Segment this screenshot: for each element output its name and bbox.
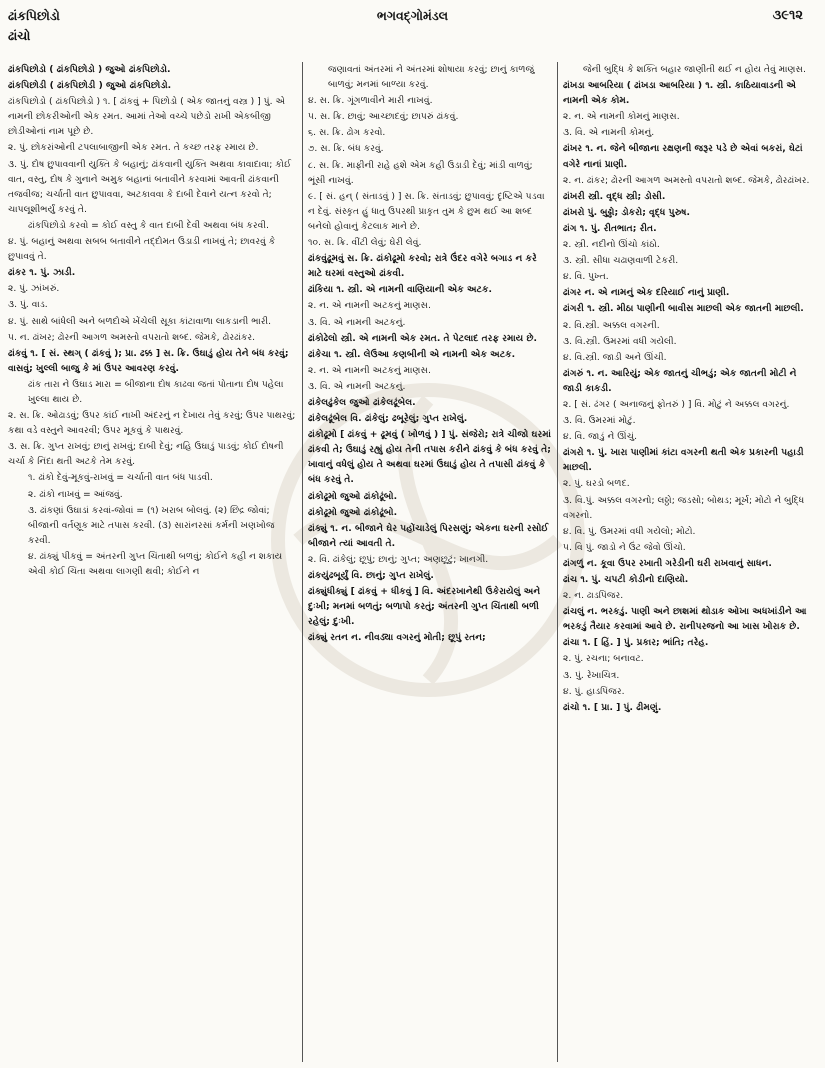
- page-header: [0, 0, 825, 60]
- dictionary-entry: ૨. ન. એ નામની કોમનું માણસ.: [563, 111, 680, 123]
- dictionary-entry: ઢાંકેલઢુંકેલ જુઓ ઢાંકેલઢૂંબેલ.: [308, 396, 416, 408]
- dictionary-entry: ૩. વિ. એ નામની કોમનું.: [563, 127, 655, 139]
- dictionary-entry: ઢાંક્યું રતન ન. નીવડ્યા વગરનું મોતી; છૂપું રતન;: [308, 632, 486, 644]
- dictionary-entry: ૭. સ. ક્રિ. બંધ કરવું.: [308, 143, 384, 155]
- dictionary-entry: ૩. ઢાંકણાં ઉઘાડાં કરવાં-જોવાં = (૧) ખરાબ બોલવું. (૨) છિદ્ર જોવાં; બીજાની વર્તણૂક માટે તપાસ કરવી. (૩) સારાંનરસાં કર્મની ખણખોજ કરવી.: [28, 504, 275, 546]
- dictionary-entry: ઢાંકવુંઢૂમવું સ. ક્રિ. ઢાંકોઢૂમો કરવો; રાત્રે ઉંદર વગેરે બગાડ ન કરે માટે ઘરમાં વસ્તુઓ ઢાંકવી.: [308, 253, 537, 280]
- column-rule-2: [557, 62, 558, 1062]
- dictionary-entry: ૩. સ્ત્રી. સીધા ચઢાણવાળી ટેકરી.: [563, 255, 679, 267]
- dictionary-entry: ૨. વિ. ઢાંકેલું; છૂપું; છાનું; ગુપ્ત; અણછૂટું; ખાનગી.: [308, 553, 489, 565]
- dictionary-entry: ઢાંકોઢૂમો જુઓ ઢાંકોઢૂંબો.: [308, 506, 398, 518]
- dictionary-entry: ૨. [ સં. ઢંગર ( અનાજનું ફોતરું ) ] વિ. મોટું ને અક્કલ વગરનું.: [563, 398, 790, 410]
- dictionary-entry: ૩. સ. ક્રિ. ગુપ્ત રાખવું; છાનું રાખવું; દાબી દેવું; નહિ ઉઘાડું પાડવું; કોઈ દોષની ચર્ચા કે નિંદા થતી અટકે તેમ કરવું.: [8, 441, 284, 468]
- dictionary-entry: ૩. વિ. એ નામની અટકનું.: [308, 380, 406, 392]
- dictionary-entry: ૪. વિ. પુખ્ત.: [563, 271, 609, 283]
- dictionary-entry: ઢાંકોઢેલો સ્ત્રી. એ નામની એક રમત. તે પેટલાદ તરફ રમાય છે.: [308, 332, 538, 344]
- dictionary-entry: ૫. ન. ઢાંખર; ઢોરની આગળ અમસ્તો વપરાતો શબ્દ. જેમકે, ઢોરઢાંકર.: [8, 331, 256, 343]
- dictionary-entry: ૨. સ્ત્રી. નદીનો ઊંચો કાંઠો.: [563, 239, 660, 251]
- dictionary-entry: ઢાંકોઢૂમો [ ઢાંકવું + ઢૂમવું ( ખોળવું ) ] પું. સંજેરો; રાત્રે ચીજો ઘરમાં ઢાંકવી તે; ઉઘાડું રહ્યું હોય તેની તપાસ કરીને ઢાંકવું કે બંધ કરવું તે; ખાવાનું વધેલું હોય તે અથવા ઘરમાં ઉઘાડું હોય તે તપાસી ઢાંકવું કે બંધ કરવું તે.: [308, 429, 551, 486]
- dictionary-entry: ૨. વિ.સ્ત્રી. અક્કલ વગરની.: [563, 319, 660, 331]
- dictionary-entry: ૩. વિ.સ્ત્રી. ઉમરમાં વધી ગયેલી.: [563, 335, 677, 347]
- dictionary-entry: ઢાંગરું ૧. ન. આરિયું; એક જાતનું ચીભડું; એક જાતની મોટી ને જાડી કાકડી.: [563, 367, 797, 394]
- dictionary-entry: ઢાંકપિછોડો ( ઢાંકપિછોડો ) જુઓ ઢાંકપિછોડો.: [8, 64, 171, 75]
- dictionary-entry: ૪. પું. હાડપિંજર.: [563, 685, 625, 697]
- guide-words: [8, 6, 248, 46]
- dictionary-entry: ૪. વિ.સ્ત્રી. જાડી અને ઊંચી.: [563, 351, 667, 363]
- dictionary-entry: ૩. વિ. એ નામની અટકનું.: [308, 316, 406, 328]
- dictionary-entry: ૨. ઢાંકો નાખવું = આંજવું.: [28, 488, 123, 500]
- dictionary-entry: ઢાંક્યું ૧. ન. બીજાને ઘેર પહોંચાડેલું પિરસણું; એકના ઘરની રસોઈ બીજાને ત્યાં આવતી તે.: [308, 522, 549, 549]
- dictionary-entry: ૧૦. સ. ક્રિ. વીંટી લેવું; ઘેરી લેવું.: [308, 237, 422, 249]
- dictionary-entry: ઢાંકપિછોડો ( ઢાંકપિછોડો ) ૧. [ ઢાંકવું + પિછોડો ( એક જાતનું વસ્ત્ર ) ] પું. એ નામની છોકરીઓની એક રમત. આમાં તેઓ વચ્ચે પછેડો રાખી એકબીજી છોડીઓનાં નામ પૂછે છે.: [8, 96, 286, 138]
- dictionary-entry: ઢાંક્યુંધીક્યું [ ઢાંકવું + ધીકવું ] વિ. અંદરખાનેથી ઉકેરાયેલું અને દુઃખી; મનમાં બળતું; બળાપો કરતું; અંતરની ગુપ્ત ચિંતાથી બળી રહેલું; દુઃખી.: [308, 586, 541, 628]
- dictionary-entry: ઢાંખરી સ્ત્રી. વૃદ્ધ સ્ત્રી; ડોસી.: [563, 190, 666, 202]
- dictionary-entry: ૩. વિ. ઉમરમાં મોટું.: [563, 415, 636, 427]
- dictionary-entry: ઢાંકર ૧. પું. ઝાડી.: [8, 267, 76, 279]
- guide-word-first: ઢાંકપિછોડો: [8, 8, 60, 23]
- dictionary-entry: ઢાંગરો ૧. પું. ખારા પાણીમાં કાંટા વગરની થતી એક પ્રકારની પહાડી માછલી.: [563, 447, 804, 474]
- dictionary-entry: ૪. વિ. જાડું ને ઊંચું.: [563, 431, 638, 443]
- dictionary-entry: ૩. પું. વાડ.: [8, 299, 48, 311]
- dictionary-entry: ૫. વિ પું. જાડો ને ઉંટ જેવો ઊંચો.: [563, 541, 686, 553]
- dictionary-entry: ઢાંખડા આબરિયા ( ઢાંખડા આબરિયા ) ૧. સ્ત્રી. કાઠિયાવાડની એ નામની એક કોમ.: [563, 80, 797, 107]
- running-title: ભગવદ્ગોમંડલ: [376, 8, 449, 23]
- dictionary-entry: ૪. વિ. પું. ઉમરમાં વધી ગયેલો; મોટો.: [563, 525, 696, 537]
- dictionary-entry: ૫. સ. ક્રિ. છાવું; આચ્છાદવું; છાપરું ઢાંકવું.: [308, 111, 459, 123]
- column-2: [308, 62, 552, 646]
- dictionary-entry: ૨. ન. ઢાડપિંજર.: [563, 590, 624, 602]
- dictionary-entry: જણાવતાં અંતરમાં ને અંતરમાં શોષાયા કરવું; છાનું કાળજું બાળવું; મનમાં બાળ્યા કરવું.: [328, 64, 535, 91]
- dictionary-entry: ઢાંગ ૧. પું. રીતભાત; રીત.: [563, 222, 657, 234]
- dictionary-entry: ઢાંક તારા ને ઉઘાડ મારા = બીજાના દોષ કાઢવા જતાં પોતાના દોષ પહેલા ખુલ્લા થાય છે.: [28, 378, 284, 405]
- dictionary-entry: ૨. પું. છોકરાંઓની ટપલાબાજીની એક રમત. તે કચ્છ તરફ રમાય છે.: [8, 142, 259, 154]
- dictionary-entry: ઢાંકવું ૧. [ સં. સ્થગ્ ( ઢાંકવું ); પ્રા. ઢક્ક ] સ. ક્રિ. ઉઘાડું હોય તેને બંધ કરવું; વાસવું; ખુલ્લી બાજુ કે માં ઉપર આવરણ કરવું.: [8, 347, 289, 374]
- dictionary-entry: ૨. ન. એ નામની અટકનું માણસ.: [308, 300, 431, 312]
- dictionary-entry: ૨. ન. ઢાંકર; ઢોરની આગળ અમસ્તો વપરાતો શબ્દ. જેમકે, ઢોરઢાંખર.: [563, 174, 810, 186]
- dictionary-entry: ૪. સ. ક્રિ. ગૂંગળાવીને મારી નાખવું.: [308, 95, 433, 107]
- dictionary-entry: ઢાંકેલઢૂંબેલ વિ. ઢાંકેલું; ઢબૂરેલું; ગુપ્ત રાખેલું.: [308, 413, 468, 425]
- dictionary-entry: ઢાંખરો પું. બુઢ્ઢો; ડોકરો; વૃદ્ધ પુરુષ.: [563, 206, 690, 218]
- column-3: [563, 62, 811, 716]
- dictionary-entry: ૪. પું. બહાનું અથવા સબબ બતાવીને તદ્દોમત ઉડાડી નાખવું તે; છાવરવું કે છુપાવવું તે.: [8, 236, 276, 263]
- dictionary-entry: ૨. પું. ઝાંખરું.: [8, 283, 60, 295]
- dictionary-entry: જેની બુદ્ધિ કે શક્તિ બહાર જાણીતી થઈ ન હોય તેવું માણસ.: [583, 64, 806, 75]
- dictionary-entry: ૧. ઢાંકો દેવું-મૂકવું-રાખવું = ચર્ચાતી વાત બંધ પાડવી.: [28, 472, 213, 484]
- dictionary-entry: ૩. પું. રેખાચિત્ર.: [563, 669, 620, 681]
- dictionary-entry: ઢાંકપિછોડી ( ઢાંકપિછોડી ) જુઓ ઢાંકપિછોડો.: [8, 80, 172, 92]
- dictionary-entry: ૬. સ. ક્રિ. ઢોગ કરવો.: [308, 127, 386, 139]
- dictionary-entry: ૨. પું. ઘરડો બળદ.: [563, 478, 630, 490]
- dictionary-entry: ૨. ન. એ નામની અટકનું માણસ.: [308, 364, 431, 376]
- dictionary-entry: ઢાંચ ૧. પું. ચપટી કોડીનો દાણિયો.: [563, 574, 689, 585]
- dictionary-entry: ઢાંચો ૧. [ પ્રા. ] પું. ઢીમણું.: [563, 701, 662, 713]
- dictionary-entry: ઢાંકિયા ૧. સ્ત્રી. એ નામની વાણિયાની એક અટક.: [308, 284, 492, 296]
- dictionary-entry: ૨. પું. રચના; બનાવટ.: [563, 653, 644, 665]
- dictionary-entry: ૨. સ. ક્રિ. ઓઢાડવું; ઉપર કાંઈ નાખી અંદરનું ન દેખાય તેવું કરવું; ઉપર પાથરવું; કથા વડે વસ્તુને આવરવી; ઉપર મૂકવું કે પાથરવું.: [8, 410, 296, 437]
- dictionary-entry: ઢાંકેચા ૧. સ્ત્રી. લેઉઆ કણબીની એ નામની એક અટક.: [308, 348, 516, 360]
- dictionary-entry: ઢાંકયુંઢબૂર્યું વિ. છાનું; ગુપ્ત રાખેલું.: [308, 570, 434, 581]
- guide-word-last: ઢાંચો: [8, 28, 31, 43]
- dictionary-entry: ઢાંકપિછોડો કરવો = કોઈ વસ્તુ કે વાત દાબી દેવી અથવા બંધ કરવી.: [28, 219, 269, 231]
- dictionary-entry: ૪. પું. સાથે બાંધેલી અને બળદોએ ખેંચેલી સૂકા કાંટાવાળા લાકડાની ભારી.: [8, 315, 272, 327]
- dictionary-entry: ૩. પું. દોષ છુપાવવાની યુક્તિ કે બહાનું; ઢાંકવાની યુક્તિ અથવા કાવાદાવા; કોઈ વાત, વસ્તુ, દોષ કે ગુનાને અમુક બહાનાં બતાવીને કરવામાં આવતી ઢાંકવાની તજવીજ; ચર્ચાતી વાત છુપાવવા, અટકાવવા કે દાબી દેવાને યત્ન કરવો તે; ચાપલૂશીભર્યું કરવું તે.: [8, 158, 292, 215]
- dictionary-entry: ઢાંગરી ૧. સ્ત્રી. મીઠા પાણીની બાવીસ માછલી એક જાતની માછલી.: [563, 303, 804, 315]
- dictionary-entry: ઢાંગર ન. એ નામનું એક દરિયાઈ નાનું પ્રાણી.: [563, 287, 730, 299]
- dictionary-entry: ૩. વિ.પું. અક્કલ વગરનો; લઠ્ઠો; જડસો; બોથડ; મૂર્ખ; મોટો ને બુદ્ધિ વગરનો.: [563, 494, 805, 521]
- dictionary-entry: ૪. ઢાંક્યું પીકવું = અંતરની ગુપ્ત ચિંતાથી બળવું; કોઈને કહી ન શકાય એવી કોઈ ચિંતા અથવા લાગણી થવી; કોઈને ન: [28, 550, 283, 577]
- dictionary-entry: ઢાંકોઢૂમો જુઓ ઢાંકોઢૂંબો.: [308, 490, 398, 502]
- dictionary-entry: ઢાંખર ૧. ન. જેને બીજાના રક્ષણની જરૂર પડે છે એવાં બકરાં, ઘેટાં વગેરે નાનાં પ્રાણી.: [563, 143, 803, 170]
- page-number: ૩૯૧૨: [772, 8, 803, 23]
- dictionary-entry: ઢાંચલું ન. ભરકડું. પાણી અને છાશમાં થોડાક ઓખા અધખાંડીને આ ભરકડું તૈયાર કરવામાં આવે છે. રાનીપરજનો આ ખાસ ખોરાક છે.: [563, 606, 807, 633]
- dictionary-entry: ઢાંચા ૧. [ હિં. ] પું. પ્રકાર; ભાંતિ; તરેહ.: [563, 637, 709, 649]
- dictionary-entry: ૯. [ સં. હન્ ( સંતાડવું ) ] સ. ક્રિ. સંતાડવું; છુપાવવું; દૃષ્ટિએ પડવા ન દેવું. સંસ્કૃત હું ધાતુ ઉપરથી પ્રાકૃત તુમ કે છુમ થઈ આ શબ્દ બનેલો હોવાનું કેટલાક માને છે.: [308, 190, 545, 232]
- column-rule-1: [302, 62, 303, 1062]
- column-1: [8, 62, 298, 580]
- dictionary-entry: ઢાંગળું ન. કૂવા ઉપર રખાતી ગરેડીની ઘરી રાખવાનું સાધન.: [563, 557, 772, 569]
- dictionary-entry: ૮. સ. ક્રિ. માફીની રાહે હશે એમ કહી ઉડાડી દેવું; માંડી વાળવું; ભૂંસી નાખવું.: [308, 159, 533, 186]
